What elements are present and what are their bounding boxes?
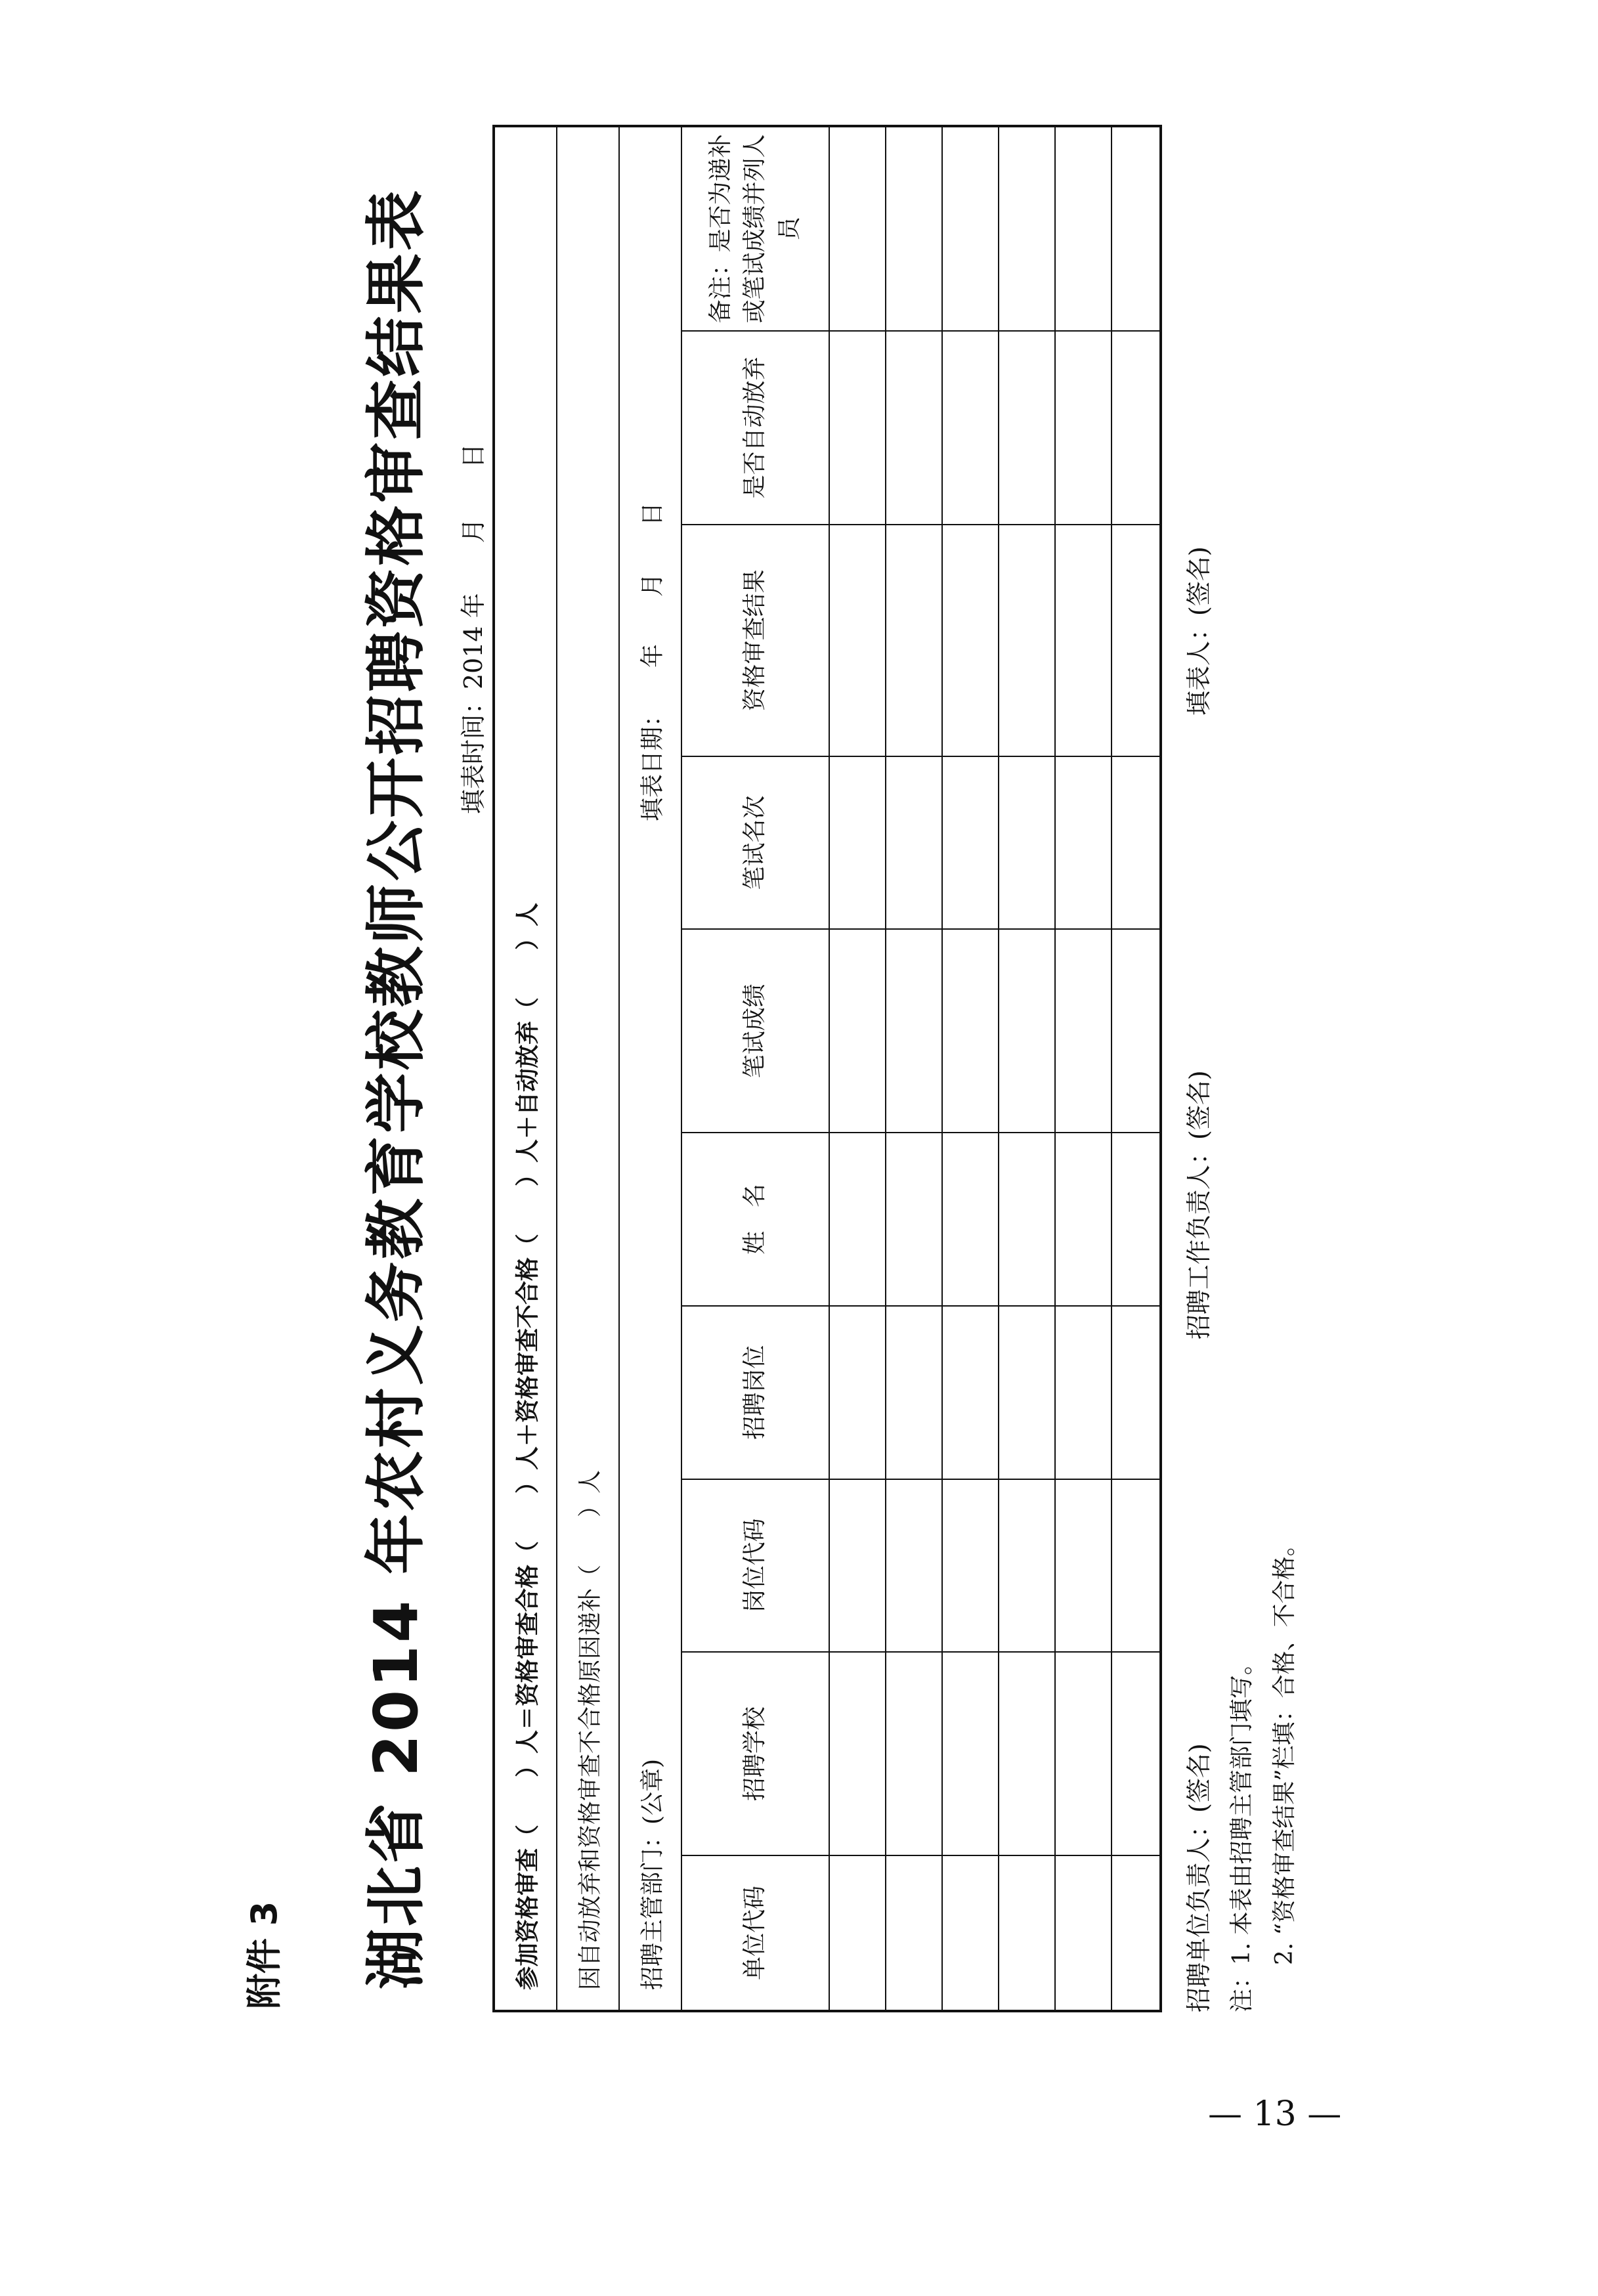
- note-1: 注：1. 本表由招聘主管部门填写。: [1228, 1651, 1255, 2012]
- dept-row: [620, 127, 682, 2010]
- data-grid: [682, 127, 1162, 2010]
- col-remark: 备注：是否为递补或笔试成绩并列人员: [682, 127, 829, 331]
- col-unit-code: 单位代码: [682, 1855, 829, 2010]
- table-row: [942, 127, 999, 2010]
- summary-text: 参加资格审查（ ）人＝资格审查合格（ ）人＋资格审查不合格（ ）人＋自动放弃（ ）人: [513, 902, 541, 1990]
- header-row: [682, 127, 829, 2010]
- table-row: [1112, 127, 1162, 2010]
- table-row: [829, 127, 886, 2010]
- col-post: 招聘岗位: [682, 1306, 829, 1479]
- col-abandon: 是否自动放弃: [682, 331, 829, 525]
- reason-text: 因自动放弃和资格审查不合格原因递补（ ）人: [576, 1469, 603, 1990]
- col-score: 笔试成绩: [682, 929, 829, 1133]
- filler-signature: 填表人：(签名): [1184, 546, 1213, 716]
- reason-row: [557, 127, 620, 2010]
- col-name: 姓 名: [682, 1133, 829, 1306]
- dept-label: 招聘主管部门：(公章): [639, 1758, 666, 1990]
- note-2: 2. “资格审查结果”栏填：合格、不合格。: [1270, 1532, 1298, 2012]
- col-result: 资格审查结果: [682, 525, 829, 756]
- fill-date: 填表日期： 年 月 日: [639, 502, 666, 821]
- result-table: [492, 125, 1162, 2012]
- col-post-code: 岗位代码: [682, 1479, 829, 1653]
- col-rank: 笔试名次: [682, 756, 829, 930]
- table-row: [1055, 127, 1112, 2010]
- page-title: 湖北省 2014 年农村义务教育学校教师公开招聘资格审查结果表: [361, 187, 431, 1989]
- work-head-signature: 招聘工作负责人：(签名): [1184, 1070, 1213, 1339]
- notes: [1221, 1532, 1306, 2012]
- col-school: 招聘学校: [682, 1652, 829, 1855]
- attachment-label: 附件 3: [244, 1901, 285, 2009]
- table-row: [999, 127, 1055, 2010]
- page-number: — 13 —: [1208, 2094, 1342, 2134]
- fill-time: 填表时间：2014 年 月 日: [459, 443, 488, 814]
- table-row: [886, 127, 942, 2010]
- unit-head-signature: 招聘单位负责人：(签名): [1184, 1743, 1213, 2012]
- summary-row: [495, 127, 557, 2010]
